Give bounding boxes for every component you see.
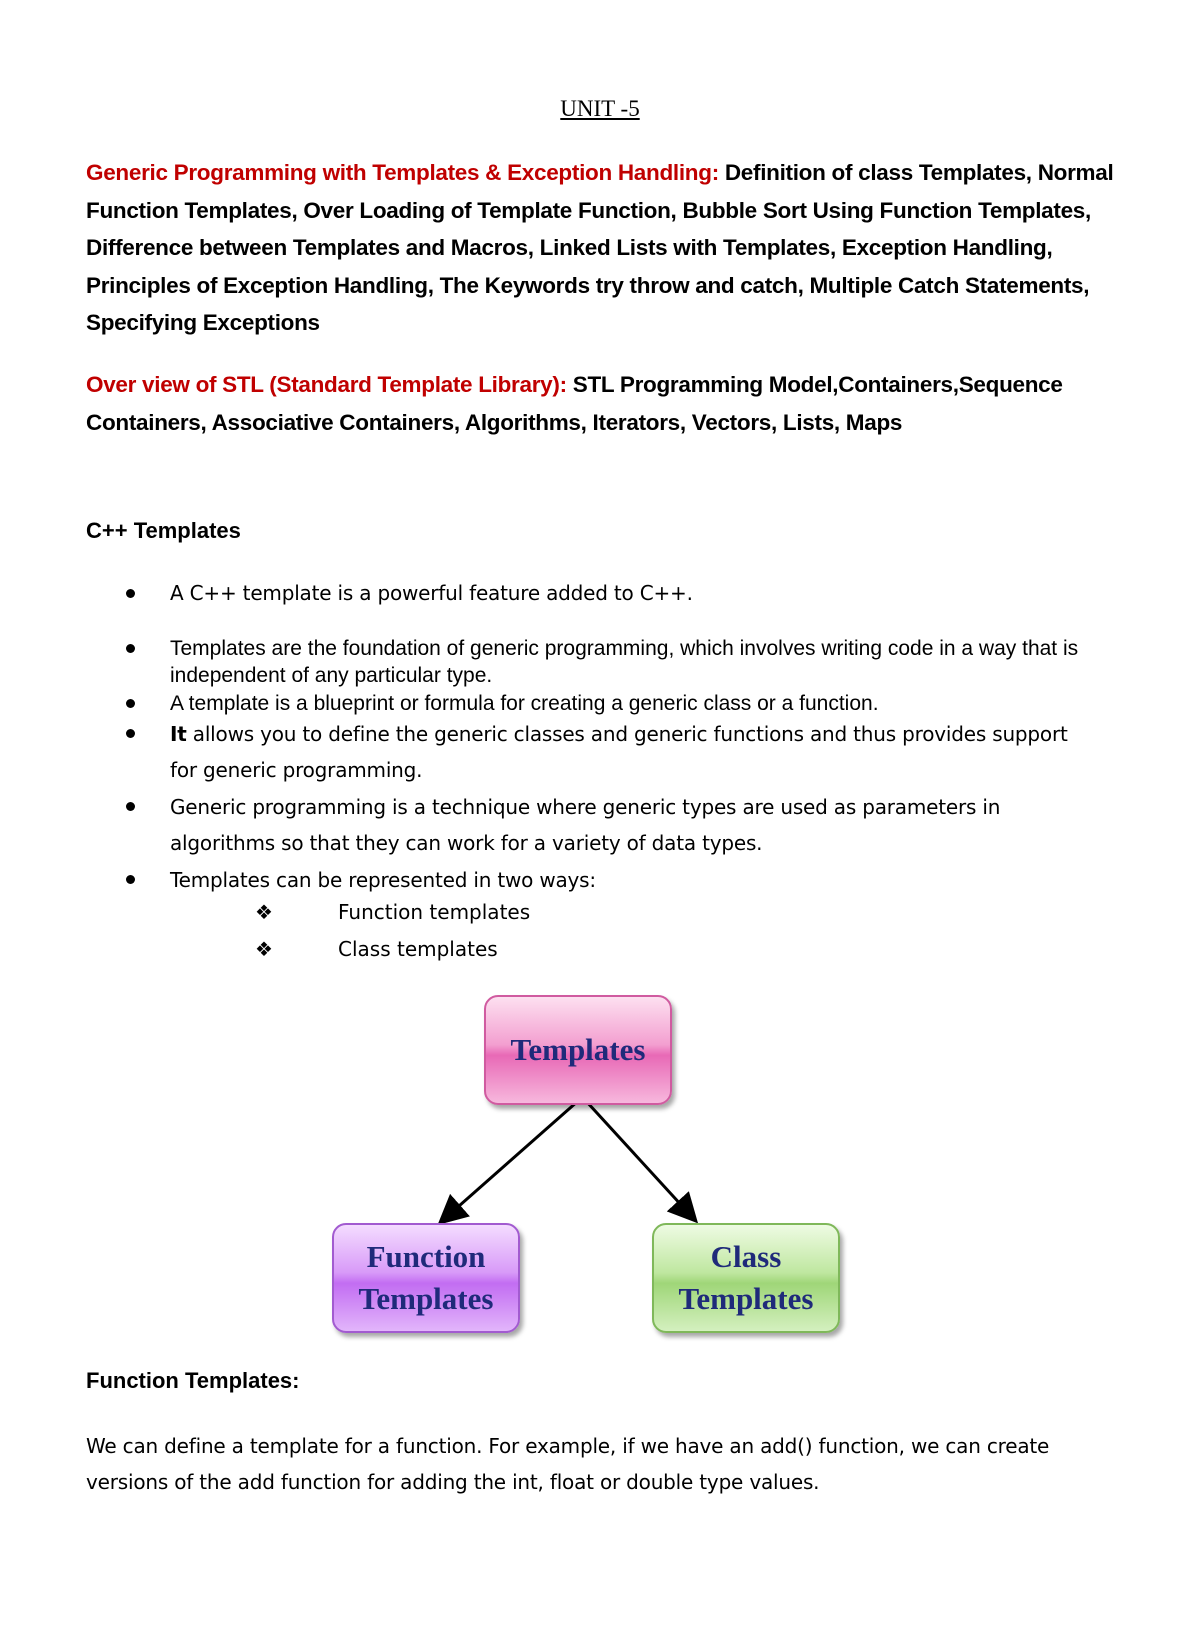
sub-item-text: Function templates <box>338 900 531 924</box>
bullet-text: Generic programming is a technique where generic types are used as parameters in algorithms so that they can work for a variety of data types. <box>170 795 1001 855</box>
diagram-node-label-line1: Class <box>710 1239 782 1274</box>
section-heading-function-templates: Function Templates: <box>86 1368 300 1393</box>
syllabus-heading-generic: Generic Programming with Templates & Exception Handling: <box>86 160 719 185</box>
bullet-text: A template is a blueprint or formula for creating a generic class or a function. <box>170 692 879 715</box>
diagram-node-class-templates <box>652 1223 840 1333</box>
arrow-to-function-templates <box>442 1101 578 1221</box>
bullet-text: A C++ template is a powerful feature added to C++. <box>170 581 693 605</box>
bullet-icon <box>126 875 135 884</box>
diagram-node-function-templates <box>332 1223 520 1333</box>
diagram-node-label-line1: Function <box>366 1239 486 1274</box>
diagram-node-label: Templates <box>510 1032 646 1067</box>
bullet-icon <box>126 644 135 653</box>
templates-diagram <box>320 985 860 1345</box>
unit-title: UNIT -5 <box>560 96 640 121</box>
function-templates-paragraph: We can define a template for a function. For example, if we have an add() function, we can create versions of the add function for adding the int, float or double type values. <box>86 1434 1050 1494</box>
syllabus-stl <box>86 366 1126 441</box>
syllabus-body-generic: Definition of class Templates, Normal Function Templates, Over Loading of Template Function, Bubble Sort Using Function Templates, Difference between Templates and Macros, Linked Lists with Templates, Exception Handling, Principles of Exception Handling, The Keywords try throw and catch, Multiple Catch Statements, Specifying Exceptions <box>86 160 1114 335</box>
section-heading-cpp-templates: C++ Templates <box>86 518 241 543</box>
bullet-text <box>170 716 1095 788</box>
bullet-bold-lead: It <box>170 722 187 746</box>
diagram-node-label-line2: Templates <box>358 1281 494 1316</box>
bullet-text: Templates can be represented in two ways: <box>170 868 596 892</box>
arrow-to-class-templates <box>586 1101 694 1219</box>
syllabus-body-stl: STL Programming Model,Containers,Sequence Containers, Associative Containers, Algorithms, Iterators, Vectors, Lists, Maps <box>86 372 1063 435</box>
diamond-bullet-icon: ❖ <box>255 939 273 961</box>
diamond-bullet-icon: ❖ <box>255 902 273 924</box>
diagram-node-label-line2: Templates <box>678 1281 814 1316</box>
diagram-node-templates <box>484 995 672 1105</box>
bullet-text: Templates are the foundation of generic programming, which involves writing code in a way that is independent of any particular type. <box>170 637 1079 687</box>
syllabus-generic-programming <box>86 154 1126 342</box>
bullet-icon <box>126 729 135 738</box>
bullet-rest: allows you to define the generic classes and generic functions and thus provides support for generic programming. <box>170 722 1068 782</box>
sub-item-text: Class templates <box>338 937 498 961</box>
bullet-icon <box>126 589 135 598</box>
syllabus-heading-stl: Over view of STL (Standard Template Library): <box>86 372 567 397</box>
bullet-icon <box>126 699 135 708</box>
bullet-icon <box>126 802 135 811</box>
